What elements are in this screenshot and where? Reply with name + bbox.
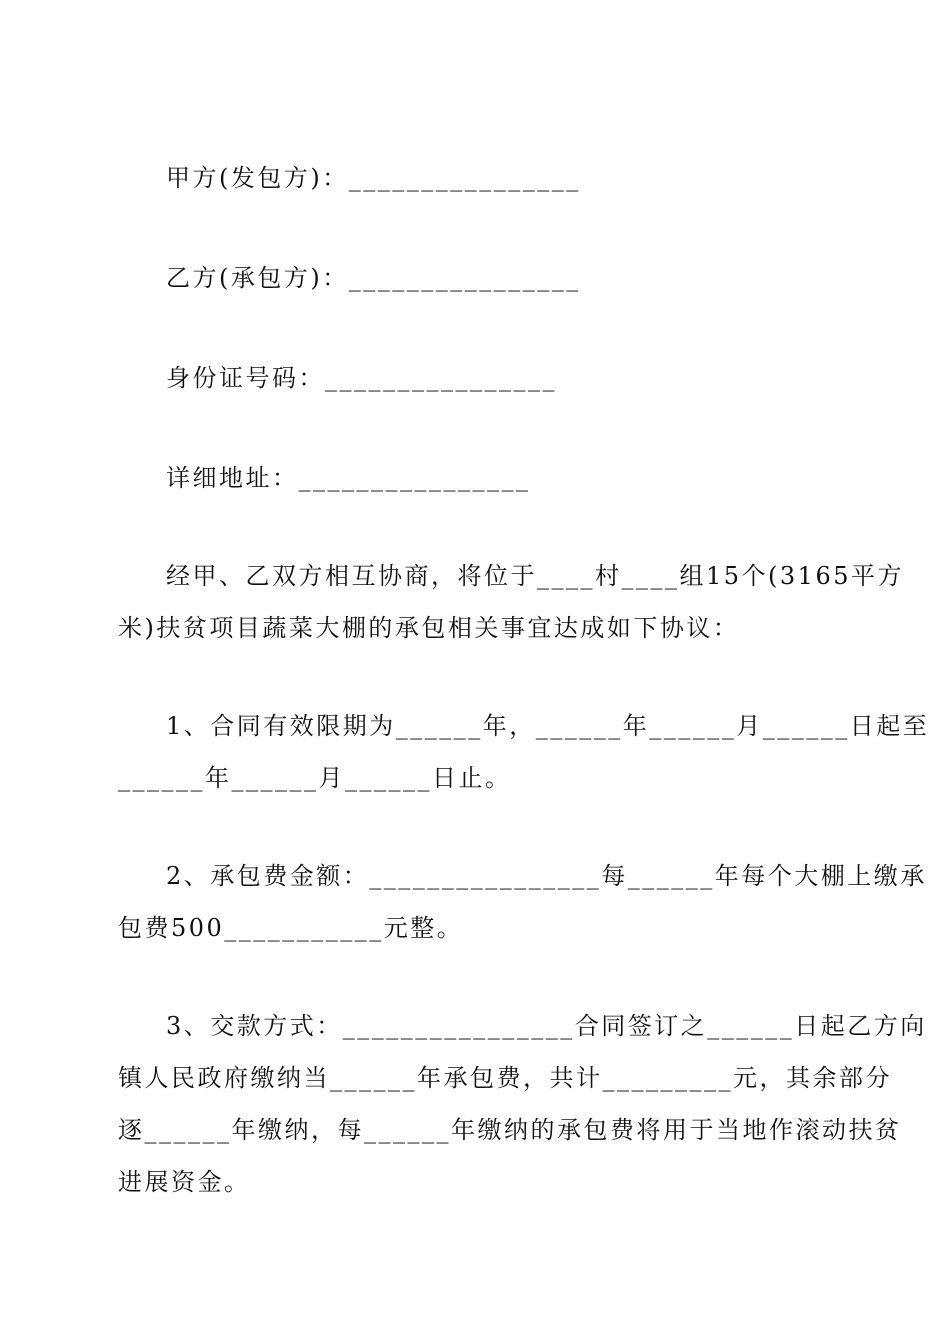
party-a-field (118, 152, 838, 204)
intro-line-1: 经甲、乙双方相互协商，将位于____村____组15个(3165平方 (166, 562, 904, 590)
clause-2-line-1: 2、承包费金额：________________每______年每个大棚上缴承 (166, 862, 927, 890)
party-b-line: 乙方(承包方)：________________ (166, 264, 581, 292)
intro-line-2: 米)扶贫项目蔬菜大棚的承包相关事宜达成如下协议： (118, 614, 740, 642)
clause-3-line-2: 镇人民政府缴纳当______年承包费，共计_________元，其余部分 (118, 1064, 892, 1092)
clause-2-paragraph (118, 850, 927, 954)
party-a-line: 甲方(发包方)：________________ (166, 164, 581, 192)
clause-3-line-3: 逐______年缴纳，每______年缴纳的承包费将用于当地作滚动扶贫 (118, 1116, 902, 1144)
address-field (118, 452, 838, 504)
clause-1-paragraph (118, 700, 930, 804)
clause-3-line-4: 进展资金。 (118, 1168, 251, 1196)
intro-paragraph (118, 550, 904, 654)
id-number-line: 身份证号码：________________ (166, 364, 557, 392)
clause-2-line-2: 包费500___________元整。 (118, 914, 464, 942)
clause-3-line-1: 3、交款方式：________________合同签订之______日起乙方向 (166, 1012, 927, 1040)
clause-1-line-1: 1、合同有效限期为______年，______年______月______日起至 (166, 712, 930, 740)
clause-1-line-2: ______年______月______日止。 (118, 764, 512, 792)
id-number-field (118, 352, 838, 404)
party-b-field (118, 252, 838, 304)
clause-3-paragraph (118, 1000, 927, 1208)
address-line: 详细地址：________________ (166, 464, 531, 492)
